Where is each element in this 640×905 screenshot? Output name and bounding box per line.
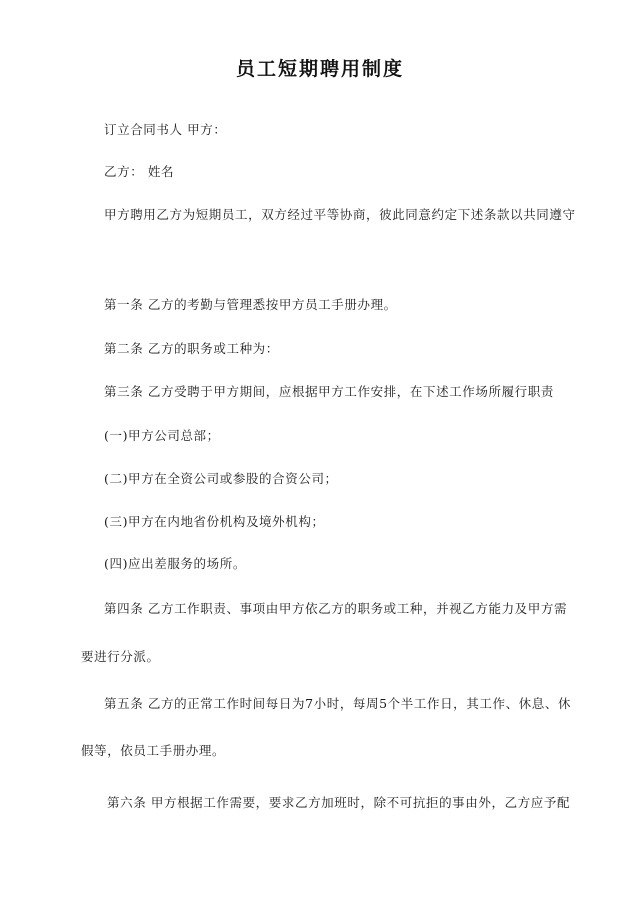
article-5-line: 第五条 乙方的正常工作时间每日为7小时，每周5个半工作日，其工作、休息、休 [104, 696, 572, 711]
article-6-line: 第六条 甲方根据工作需要，要求乙方加班时，除不可抗拒的事由外，乙方应予配 [107, 795, 571, 810]
list-item-1: (一)甲方公司总部； [104, 428, 220, 443]
list-item-2: (二)甲方在全资公司或参股的合资公司； [104, 471, 338, 486]
preamble-line: 甲方聘用乙方为短期员工，双方经过平等协商，彼此同意约定下述条款以共同遵守 [104, 207, 576, 222]
article-1-line: 第一条 乙方的考勤与管理悉按甲方员工手册办理。 [104, 297, 397, 312]
contract-party-a-line: 订立合同书人 甲方： [104, 122, 227, 137]
article-2-line: 第二条 乙方的职务或工种为： [104, 341, 279, 356]
article-3-line: 第三条 乙方受聘于甲方期间，应根据甲方工作安排，在下述工作场所履行职责 [104, 384, 554, 399]
list-item-4: (四)应出差服务的场所。 [104, 556, 246, 571]
article-5-continuation: 假等，依员工手册办理。 [81, 743, 226, 758]
document-title: 员工短期聘用制度 [235, 58, 404, 80]
article-4-line: 第四条 乙方工作职责、事项由甲方依乙方的职务或工种，并视乙方能力及甲方需 [104, 601, 568, 616]
list-item-3: (三)甲方在内地省份机构及境外机构； [104, 514, 325, 529]
article-4-continuation: 要进行分派。 [81, 649, 160, 664]
contract-party-b-line: 乙方： 姓名 [104, 164, 175, 179]
